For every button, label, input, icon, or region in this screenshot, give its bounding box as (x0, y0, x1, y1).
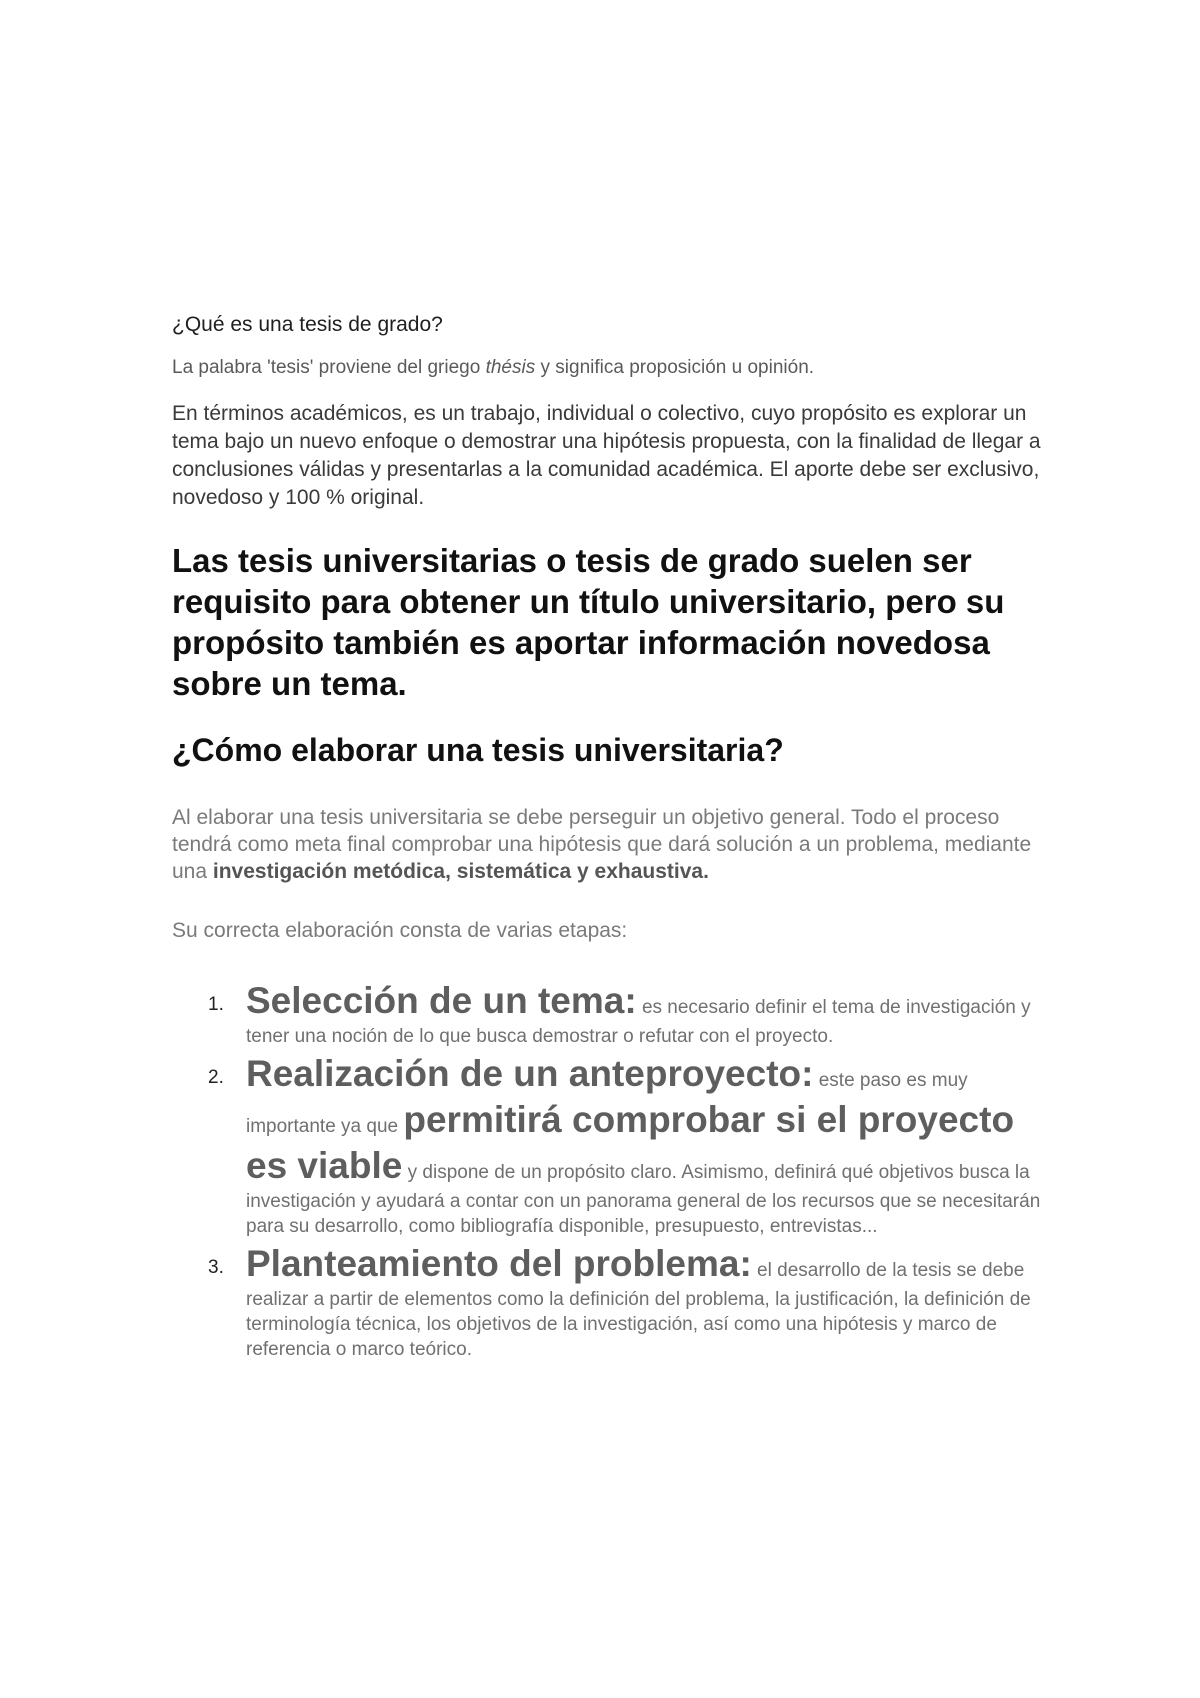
academic-paragraph: En términos académicos, es un trabajo, individual o colectivo, cuyo propósito es explorar un tema bajo un nuevo enfoque o demostrar una hipótesis propuesta, con la finalidad de llegar a conclusiones válidas y presentarlas a la comunidad académica. El aporte debe ser exclusivo, novedoso y 100 % original. (172, 402, 1041, 509)
step-emphasis: permitirá comprobar si el proyecto es viable (246, 1099, 1015, 1186)
step-item (172, 978, 1042, 1049)
step-item (172, 1241, 1042, 1362)
step-title: Planteamiento del problema: (246, 1243, 752, 1284)
intro-after: y significa proposición u opinión. (535, 357, 815, 378)
objective-paragraph (172, 804, 1042, 885)
step-text: este paso es muy importante ya que (246, 1070, 968, 1137)
highlight-statement: Las tesis universitarias o tesis de grado suelen ser requisito para obtener un título universitario, pero su propósito también es aportar información novedosa sobre un tema. (172, 542, 1005, 702)
section-heading: ¿Cómo elaborar una tesis universitaria? (172, 732, 784, 768)
step-number: 1. (208, 994, 224, 1015)
objective-text: Al elaborar una tesis universitaria se debe perseguir un objetivo general. Todo el proceso tendrá como meta final comprobar una hipótesis que dará solución a un problema, mediante una (172, 806, 1032, 883)
step-item (172, 1051, 1042, 1239)
step-text-continued: y dispone de un propósito claro. Asimismo, definirá qué objetivos busca la investigación y ayudará a contar con un panorama general de los recursos que se necesitarán para su desarrollo, como bibliografía disponible, presupuesto, entrevistas... (246, 1162, 1041, 1237)
question-title: ¿Qué es una tesis de grado? (172, 313, 443, 336)
steps-intro: Su correcta elaboración consta de varias etapas: (172, 919, 628, 942)
step-title: Realización de un anteproyecto: (246, 1053, 814, 1094)
steps-list (172, 978, 1042, 1362)
step-title: Selección de un tema: (246, 980, 637, 1021)
objective-bold: investigación metódica, sistemática y exhaustiva. (212, 860, 709, 883)
intro-before: La palabra 'tesis' proviene del griego (172, 357, 486, 378)
step-text: es necesario definir el tema de investigación y tener una noción de lo que busca demostrar o refutar con el proyecto. (246, 997, 1031, 1047)
step-number: 2. (208, 1067, 224, 1088)
intro-paragraph (172, 356, 1042, 380)
intro-italic-word: thésis (485, 357, 536, 378)
step-number: 3. (208, 1257, 224, 1278)
document-content (172, 312, 1042, 1364)
step-text: el desarrollo de la tesis se debe realizar a partir de elementos como la definición del problema, la justificación, la definición de terminología técnica, los objetivos de la investigación, así como una hipótesis y marco de referencia o marco teórico. (246, 1260, 1031, 1360)
